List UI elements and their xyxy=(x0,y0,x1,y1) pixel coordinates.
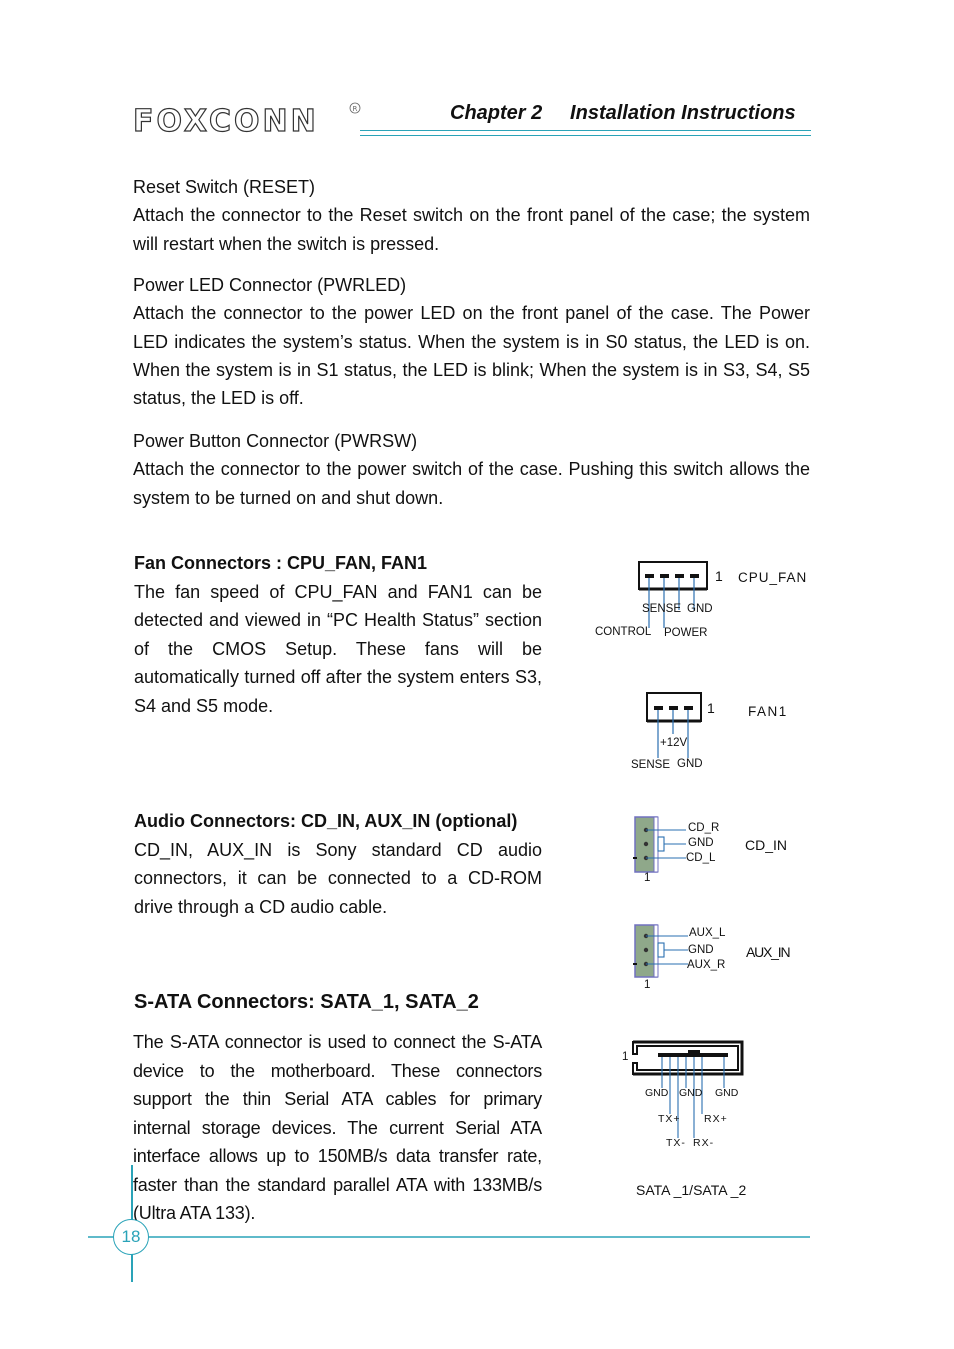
chapter-title: Installation Instructions xyxy=(570,102,796,124)
cpu-fan-control-label: CONTROL xyxy=(595,626,652,638)
cpu-fan-power-label: POWER xyxy=(664,627,708,639)
audio-title: Audio Connectors: CD_IN, AUX_IN (optional) xyxy=(134,811,518,831)
section-title: Reset Switch (RESET) xyxy=(133,177,316,197)
sata-title: S-ATA Connectors: SATA_1, SATA_2 xyxy=(134,991,479,1013)
audio-body: CD_IN, AUX_IN is Sony standard CD audio connectors, it can be connected to a CD-ROM drive through a CD audio cable. xyxy=(134,839,542,917)
sata-gnd3-label: GND xyxy=(715,1087,739,1099)
cd-in-l-label: CD_L xyxy=(686,852,716,864)
section-body: Attach the connector to the power switch of the case. Pushing this switch allows the system to be turned on and shut down. xyxy=(133,459,810,508)
audio-section xyxy=(134,807,542,921)
fan1-pin1-label: 1 xyxy=(707,700,715,716)
reset-section xyxy=(133,173,810,258)
sata-pin1-label: 1 xyxy=(622,1051,629,1063)
page-number: 18 xyxy=(113,1219,149,1255)
aux-in-pin1-label: 1 xyxy=(644,979,651,991)
sata-body: The S-ATA connector is used to connect the S-ATA device to the motherboard. These connectors support the thin Serial ATA cables for primary internal storage devices. The current Serial ATA interface allows up to 150MB/s data transfer rate, faster than the standard parallel ATA with 133MB/s (Ultra ATA 133). xyxy=(133,1032,542,1223)
aux-in-r-label: AUX_R xyxy=(687,959,726,971)
fan-section xyxy=(134,549,542,720)
chapter-heading xyxy=(450,102,796,125)
sata-gnd1-label: GND xyxy=(645,1087,669,1099)
sata-gnd2-label: GND xyxy=(679,1087,703,1099)
aux-in-gnd-label: GND xyxy=(688,944,714,956)
cpu-fan-pin1-label: 1 xyxy=(715,568,723,584)
svg-text:FOXCONN: FOXCONN xyxy=(133,104,319,134)
foxconn-logo xyxy=(133,100,363,134)
pwrsw-section xyxy=(133,427,810,512)
cd-in-connector-diagram xyxy=(630,814,690,876)
fan-title: Fan Connectors : CPU_FAN, FAN1 xyxy=(134,553,428,573)
sata-txp-label: TX+ xyxy=(658,1113,681,1125)
cd-in-name: CD_IN xyxy=(745,837,788,853)
cd-in-gnd-label: GND xyxy=(688,837,714,849)
fan1-name: FAN1 xyxy=(748,704,788,719)
section-title: Power Button Connector (PWRSW) xyxy=(133,431,418,451)
section-title: Power LED Connector (PWRLED) xyxy=(133,275,407,295)
sata-name: SATA _1/SATA _2 xyxy=(636,1182,747,1198)
aux-in-l-label: AUX_L xyxy=(689,927,726,939)
cd-in-r-label: CD_R xyxy=(688,822,720,834)
fan1-12v-label: +12V xyxy=(660,737,688,749)
cpu-fan-name: CPU_FAN xyxy=(738,570,808,585)
section-body: Attach the connector to the Reset switch on the front panel of the case; the system will restart when the switch is pressed. xyxy=(133,205,810,254)
fan1-sense-label: SENSE xyxy=(631,759,670,771)
cpu-fan-gnd-label: GND xyxy=(687,603,713,615)
sata-txn-label: TX- xyxy=(666,1137,686,1149)
fan-body: The fan speed of CPU_FAN and FAN1 can be detected and viewed in “PC Health Status” section of the CMOS Setup. These fans will be automatically turned off after the system enters S3, S4 and S5 mode. xyxy=(134,581,542,716)
section-body: Attach the connector to the power LED on the front panel of the case. The Power LED indicates the system’s status. When the system is in S0 status, the LED is on. When the system is in S1 status, the LED is blink; When the system is in S3, S4, S5 status, the LED is off. xyxy=(133,303,810,409)
cpu-fan-sense-label: SENSE xyxy=(642,603,681,615)
header-rule xyxy=(360,130,811,136)
cd-in-pin1-label: 1 xyxy=(644,872,651,884)
sata-rxn-label: RX- xyxy=(693,1137,715,1149)
fan1-gnd-label: GND xyxy=(677,758,703,770)
aux-in-name: AUX_IN xyxy=(746,944,790,960)
pwrled-section xyxy=(133,271,810,412)
chapter-number: Chapter 2 xyxy=(450,102,543,124)
svg-text:R: R xyxy=(352,105,358,113)
sata-rxp-label: RX+ xyxy=(704,1113,728,1125)
aux-in-connector-diagram xyxy=(630,922,690,982)
